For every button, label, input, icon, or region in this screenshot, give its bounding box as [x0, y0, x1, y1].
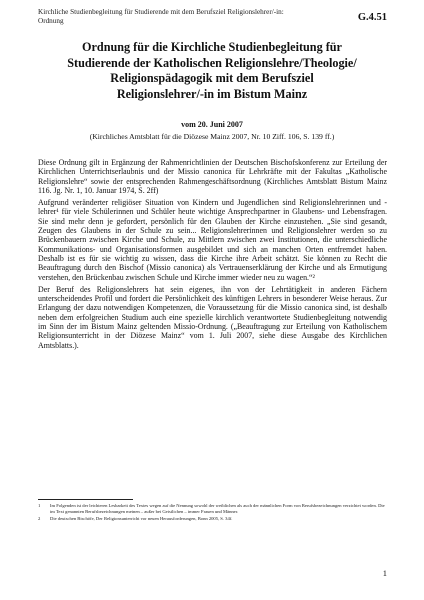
footnote — [38, 516, 387, 522]
title-line: Studierende der Katholischen Religionslehre/Theologie/ — [67, 55, 357, 70]
date-line: vom 20. Juni 2007 — [181, 120, 243, 129]
footnote-number: 2 — [38, 516, 41, 522]
title-line: Religionspädagogik mit dem Berufsziel — [110, 71, 314, 86]
footnote-text: Die deutschen Bischöfe, Der Religionsunterricht vor neuen Herausforderungen, Bonn 2005, S. 34f. — [50, 516, 233, 522]
page-number: 1 — [382, 568, 387, 578]
source-line: (Kirchliches Amtsblatt für die Diözese Mainz 2007, Nr. 10 Ziff. 106, S. 139 ff.) — [89, 132, 335, 141]
running-head-line-2: Ordnung — [38, 16, 64, 25]
paragraph: Aufgrund veränderter religiöser Situation von Kindern und Jugendlichen sind Religionslehrerinnen und -lehrer¹ für viele Schülerinnen und Schüler heute wichtige Ansprechpartner in Glaubens- und Lebensfragen. Sie sind mehr denn je gefordert, persönlich für den Glauben der Kirche einzustehen. „Sie sind gesandt, Zeugen des Glaubens in der Schule zu sein... Religionslehrerinnen und Religionslehrer werden so zu Brückenbauern zwischen Kirche und Schule, zu Mittlern zwischen zwei Institutionen, die unterschiedliche Kommunikations- und Organisationsformen ausgebildet und sich an manchen Orten entfremdet haben. Deshalb ist es für sie wichtig zu wissen, dass die Kirche ihre Arbeit schätzt. Sie können zu Recht die Beauftragung durch den Bischof (Missio canonica) als Vertrauenserklärung der Kirche und als Ermutigung verstehen, den Brückenbau zwischen Schule und Kirche immer wieder neu zu wagen.“² — [38, 198, 387, 282]
document-code: G.4.51 — [357, 12, 387, 23]
running-head — [38, 8, 318, 25]
running-head-line-1: Kirchliche Studienbegleitung für Studierende mit dem Berufsziel Religionslehrer/-in: — [38, 8, 284, 16]
document-title — [36, 40, 388, 102]
footnote — [38, 503, 387, 515]
paragraph: Der Beruf des Religionslehrers hat sein eigenes, ihn von der Lehrtätigkeit in anderen Fächern unterscheidendes Profil und fordert die Persönlichkeit des künftigen Lehrers in besonderer Weise heraus. Zur Erlangung der dazu notwendigen Kompetenzen, die Voraussetzung für die Missio canonica sind, ist deshalb neben dem erfolgreichen Studium auch eine spezielle kirchlich verantwortete Studienbegleitung notwendig im Sinn der im Bistum Mainz geltenden Missio-Ordnung. („Beauftragung zur Erteilung von Katholischem Religionsunterricht in der Diözese Mainz“ vom 1. Juli 2007, siehe diese Ausgabe des Kirchlichen Amtsblatts.). — [38, 284, 387, 350]
footnote-text: Im Folgenden ist der leichteren Lesbarkeit des Textes wegen auf die Nennung sowohl der weiblichen als auch der männlichen Form von Berufsbezeichnungen verzichtet worden. Die im Text genannten Berufsbezeichnungen meinen – außer bei Geistlichen – immer Frauen und Männer. — [50, 503, 385, 515]
footnote-divider — [38, 499, 133, 500]
footnotes — [38, 503, 387, 523]
body-text — [38, 158, 387, 353]
title-line: Religionslehrer/-in im Bistum Mainz — [116, 86, 308, 101]
paragraph: Diese Ordnung gilt in Ergänzung der Rahmenrichtlinien der Deutschen Bischofskonferenz zur Erteilung der Kirchlichen Unterrichtserlaubnis und der Missio canonica für Lehrkräfte mit der Fakultas „Katholische Religionslehre“ sowie der entsprechenden Rahmengeschäftsordnung (Kirchliches Amtsblatt Bistum Mainz 116. Jg. Nr. 1, 10. Januar 1974, S. 2ff) — [38, 158, 387, 195]
footnote-number: 1 — [38, 503, 41, 508]
title-line: Ordnung für die Kirchliche Studienbegleitung für — [82, 40, 342, 54]
